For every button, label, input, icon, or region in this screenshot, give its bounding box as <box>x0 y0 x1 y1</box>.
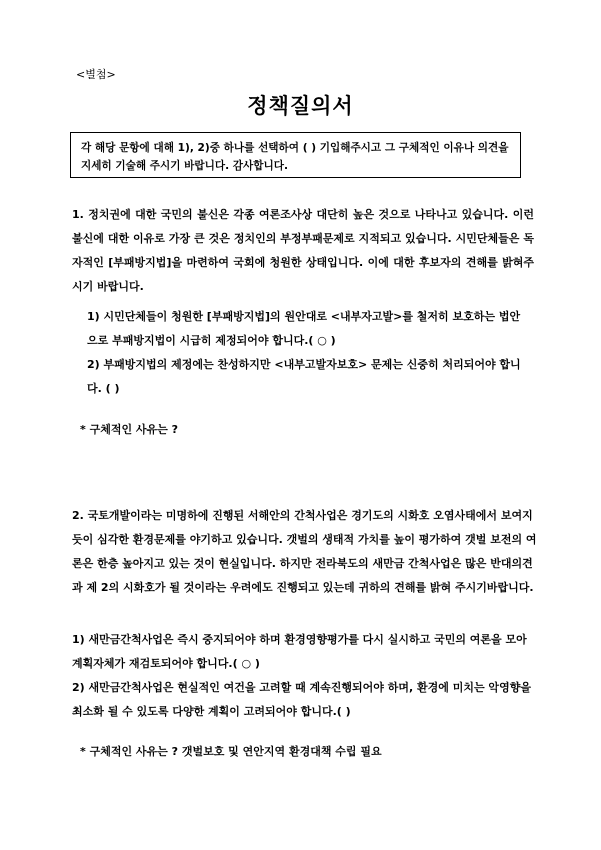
question-1-option-1: 1) 시민단체들이 청원한 [부패방지법]의 원안대로 <내부자고발>를 철저히 보호하는 법안으로 부패방지법이 시급히 제정되어야 합니다.( ○ ) <box>87 310 521 347</box>
instruction-box: 각 해당 문항에 대해 1), 2)중 하나를 선택하여 ( ) 기입해주시고 그 구체적인 이유나 의견을 지세히 기술해 주시기 바랍니다. 감사합니다. <box>70 132 521 178</box>
page-title: 정책질의서 <box>247 94 354 118</box>
question-1-reason: * 구체적인 사유는 ? <box>80 423 179 436</box>
question-1-option-2: 2) 부패방지법의 제정에는 찬성하지만 <내부고발자보호> 문제는 신중히 처리되어야 합니다. ( ) <box>87 358 521 395</box>
question-2-option-1: 1) 새만금간척사업은 즉시 중지되어야 하며 환경영향평가를 다시 실시하고 국민의 여론을 모아 계획자체가 재검토되어야 합니다.( ○ ) <box>72 633 527 670</box>
attachment-tag: <별첨> <box>76 68 116 81</box>
question-1-text: 1. 정치권에 대한 국민의 불신은 각종 여론조사상 대단히 높은 것으로 나타나고 있습니다. 이런 불신에 대한 이유로 가장 큰 것은 정치인의 부정부패문제로 지적되고 있습니다. 시민단체들은 독자적인 [부패방지법]을 마련하여 국회에 청원한 상태입니다. 이에 대한 후보자의 견해를 밝혀주시기 바랍니다. <box>72 208 534 293</box>
question-2-reason: * 구체적인 사유는 ? 갯벌보호 및 연안지역 환경대책 수립 필요 <box>80 745 382 758</box>
question-2-text: 2. 국토개발이라는 미명하에 진행된 서해안의 간척사업은 경기도의 시화호 오염사태에서 보여지듯이 심각한 환경문제를 야기하고 있습니다. 갯벌의 생태적 가치를 높이 평가하여 갯벌 보전의 여론은 한층 높아지고 있는 것이 현실입니다. 하지만 전라북도의 새만금 간척사업은 많은 반대의견과 제 2의 시화호가 될 것이라는 우려에도 진행되고 있는데 귀하의 견해를 밝혀 주시기바랍니다. <box>72 509 537 594</box>
question-2-option-2: 2) 새만금간척사업은 현실적인 여건을 고려할 때 계속진행되어야 하며, 환경에 미치는 악영향을 최소화 될 수 있도록 다양한 계획이 고려되어야 합니다.( ) <box>72 681 531 718</box>
